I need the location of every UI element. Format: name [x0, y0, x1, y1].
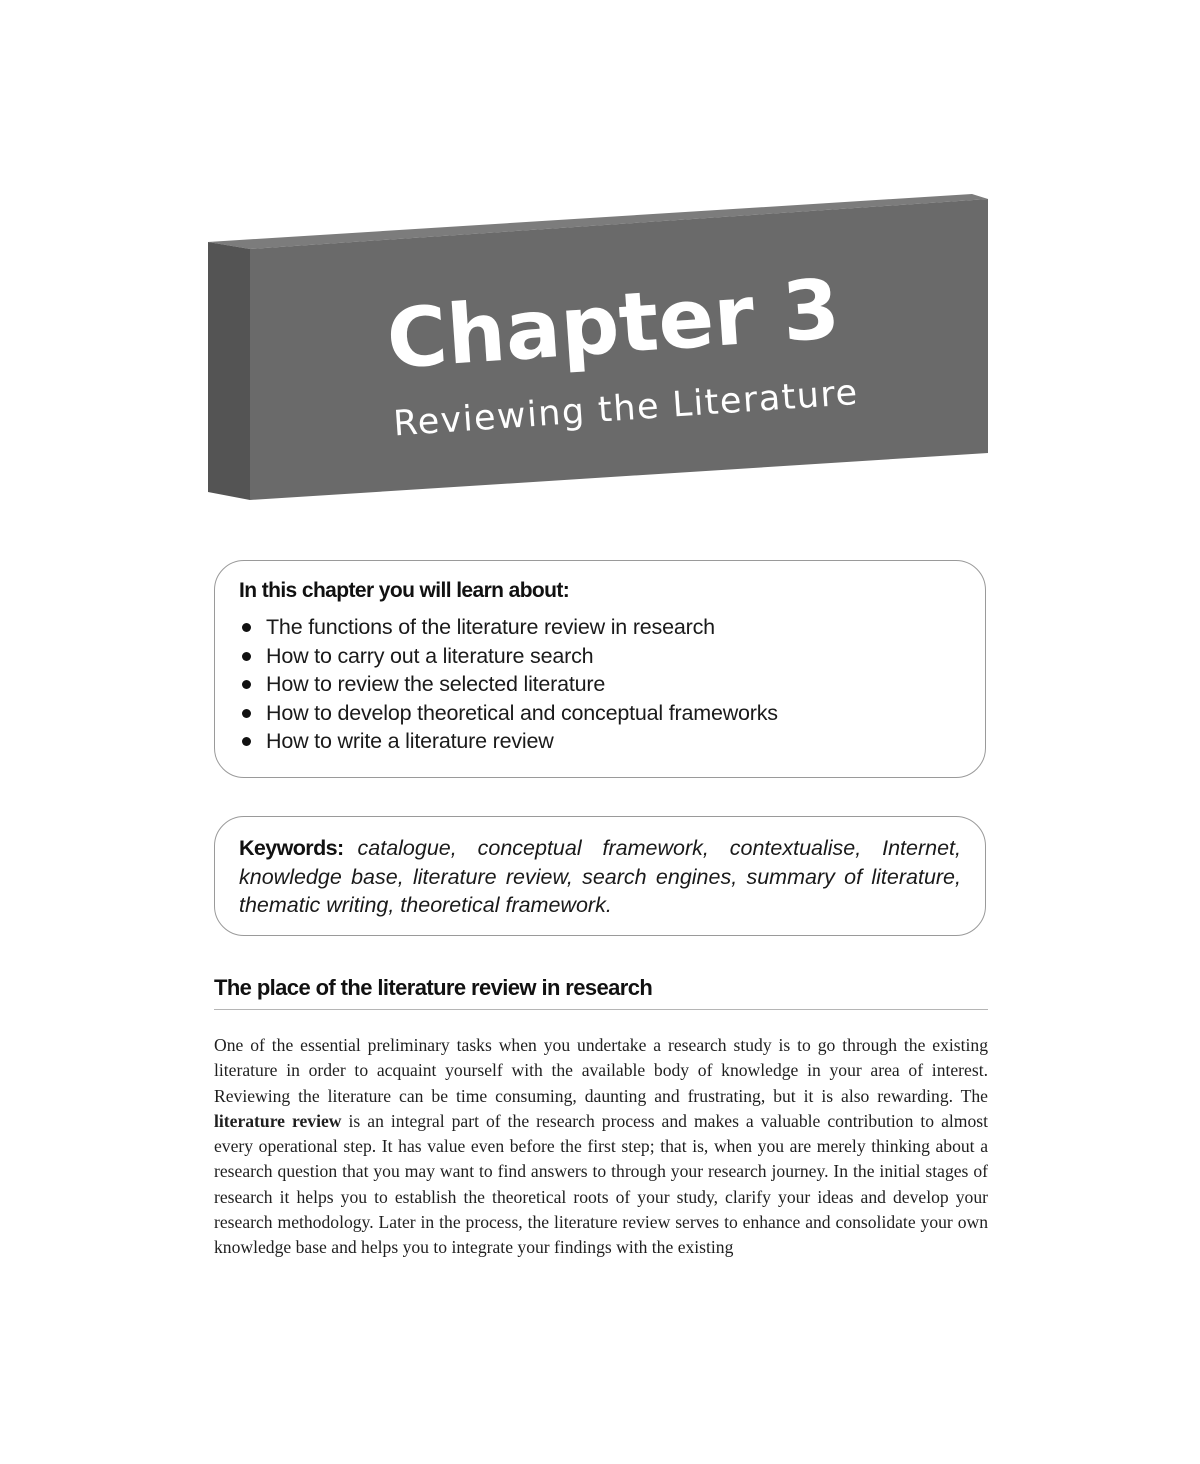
bullet-icon: [242, 680, 251, 689]
chapter-label: Chapter 3: [383, 262, 843, 388]
list-item: How to write a literature review: [239, 727, 959, 756]
paragraph-text-end: is an integral part of the research process and makes a valuable contribution to almost every operational step. It has value even before the first step; that is, when you are merely thinking about a research question that you may want to find answers to through your research journey. In the initial stages of research it helps you to establish the theoretical roots of your study, clarify your ideas and develop your research methodology. Later in the process, the literature review serves to enhance and consolidate your own knowledge base and helps you to integrate your findings with the existing: [214, 1110, 988, 1258]
bullet-icon: [242, 737, 251, 746]
list-item: How to carry out a literature search: [239, 642, 959, 671]
learning-objectives-list: [239, 613, 959, 756]
chapter-title: Reviewing the Literature: [392, 372, 860, 445]
body-paragraph: [214, 1033, 988, 1261]
key-term: literature review: [214, 1110, 342, 1131]
keywords-box: [214, 816, 986, 936]
list-item: How to review the selected literature: [239, 670, 959, 699]
learning-objectives-box: [214, 560, 986, 778]
list-item: The functions of the literature review in research: [239, 613, 959, 642]
chapter-banner: [0, 0, 1200, 540]
list-item: How to develop theoretical and conceptual frameworks: [239, 699, 959, 728]
bullet-icon: [242, 652, 251, 661]
bullet-icon: [242, 709, 251, 718]
section-heading: The place of the literature review in research: [214, 975, 988, 1010]
paragraph-text-start: One of the essential preliminary tasks when you undertake a research study is to go through the existing literature in order to acquaint yourself with the available body of knowledge in your area of interest. Reviewing the literature can be time consuming, daunting and frustrating, but it is also rewarding. The: [214, 1035, 988, 1106]
banner-side-face: [208, 242, 250, 500]
keywords-text: catalogue, conceptual framework, contextualise, Internet, knowledge base, literature review, search engines, summary of literature, thematic writing, theoretical framework.: [239, 836, 961, 917]
bullet-icon: [242, 623, 251, 632]
learning-objectives-heading: In this chapter you will learn about:: [239, 579, 570, 602]
keywords-label: Keywords:: [239, 836, 344, 860]
